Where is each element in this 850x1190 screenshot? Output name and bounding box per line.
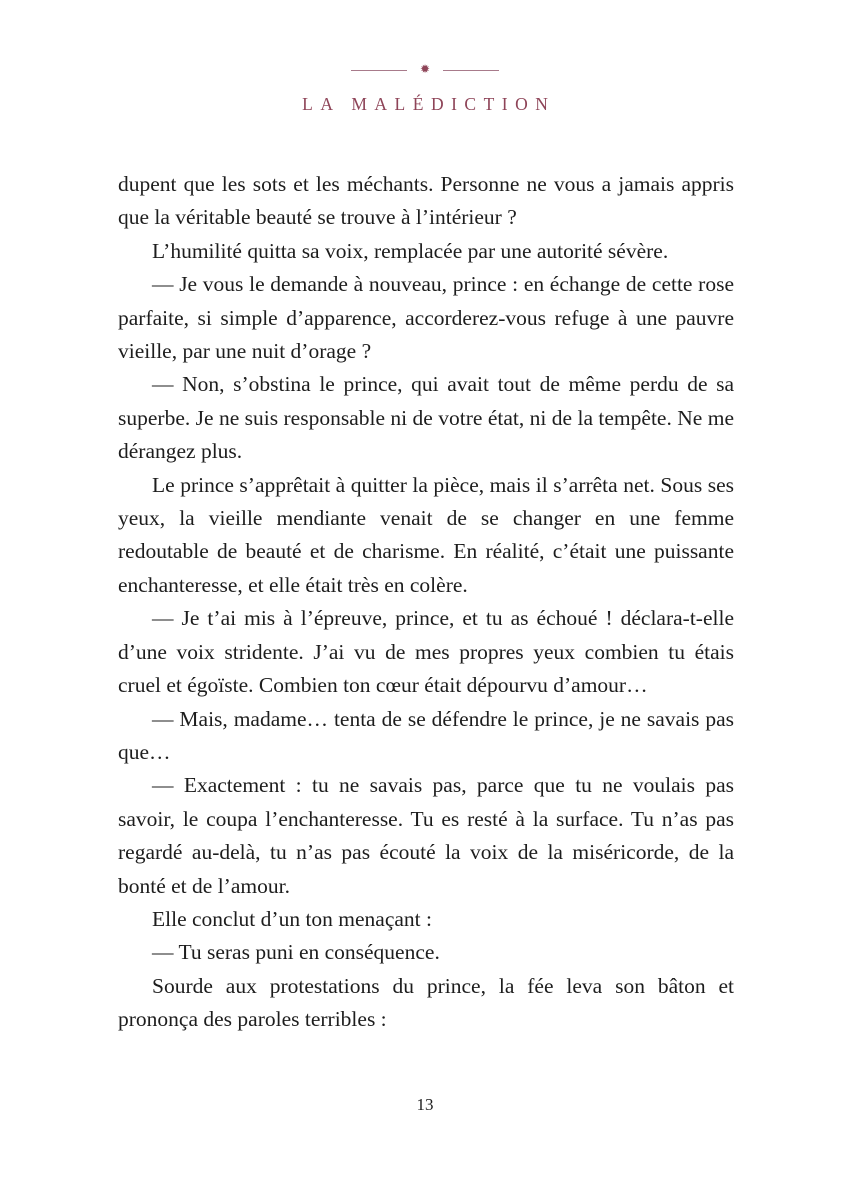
chapter-title: LA MALÉDICTION	[302, 94, 556, 114]
paragraph: Le prince s’apprêtait à quitter la pièce, mais il s’arrêta net. Sous ses yeux, la vieille mendiante venait de se changer en une femme redoutable de beauté et de charisme. En réalité, c’était une puissante enchanteresse, et elle était très en colère.	[118, 472, 734, 597]
flower-ornament-icon: ✹	[419, 62, 431, 76]
paragraph: — Je t’ai mis à l’épreuve, prince, et tu as échoué ! déclara-t-elle d’une voix stridente. J’ai vu de mes propres yeux combien tu étais cruel et égoïste. Combien ton cœur était dépourvu d’amour…	[118, 606, 734, 698]
page-number: 13	[416, 1095, 434, 1114]
paragraph: — Exactement : tu ne savais pas, parce que tu ne voulais pas savoir, le coupa l’enchanteresse. Tu es resté à la surface. Tu n’as pas regardé au-delà, tu n’as pas écouté la voix de la miséricorde, de la bonté et de l’amour.	[118, 773, 734, 898]
chapter-header	[0, 62, 850, 115]
paragraph: — Tu seras puni en conséquence.	[152, 940, 440, 965]
paragraph: dupent que les sots et les méchants. Personne ne vous a jamais appris que la véritable beauté se trouve à l’intérieur ?	[118, 172, 734, 230]
header-ornament	[0, 62, 850, 78]
paragraph: — Non, s’obstina le prince, qui avait tout de même perdu de sa superbe. Je ne suis responsable ni de votre état, ni de la tempête. Ne me dérangez plus.	[118, 372, 734, 464]
paragraph: — Je vous le demande à nouveau, prince : en échange de cette rose parfaite, si simple d’apparence, accorderez-vous refuge à une pauvre vieille, par une nuit d’orage ?	[118, 272, 734, 364]
ornament-rule-right	[443, 70, 499, 71]
paragraph: — Mais, madame… tenta de se défendre le prince, je ne savais pas que…	[118, 706, 734, 764]
paragraph: L’humilité quitta sa voix, remplacée par une autorité sévère.	[152, 238, 669, 263]
paragraph: Elle conclut d’un ton menaçant :	[152, 906, 433, 931]
paragraph: Sourde aux protestations du prince, la fée leva son bâton et prononça des paroles terribles :	[118, 973, 734, 1032]
ornament-rule-left	[351, 70, 407, 71]
body-text	[118, 168, 734, 1037]
